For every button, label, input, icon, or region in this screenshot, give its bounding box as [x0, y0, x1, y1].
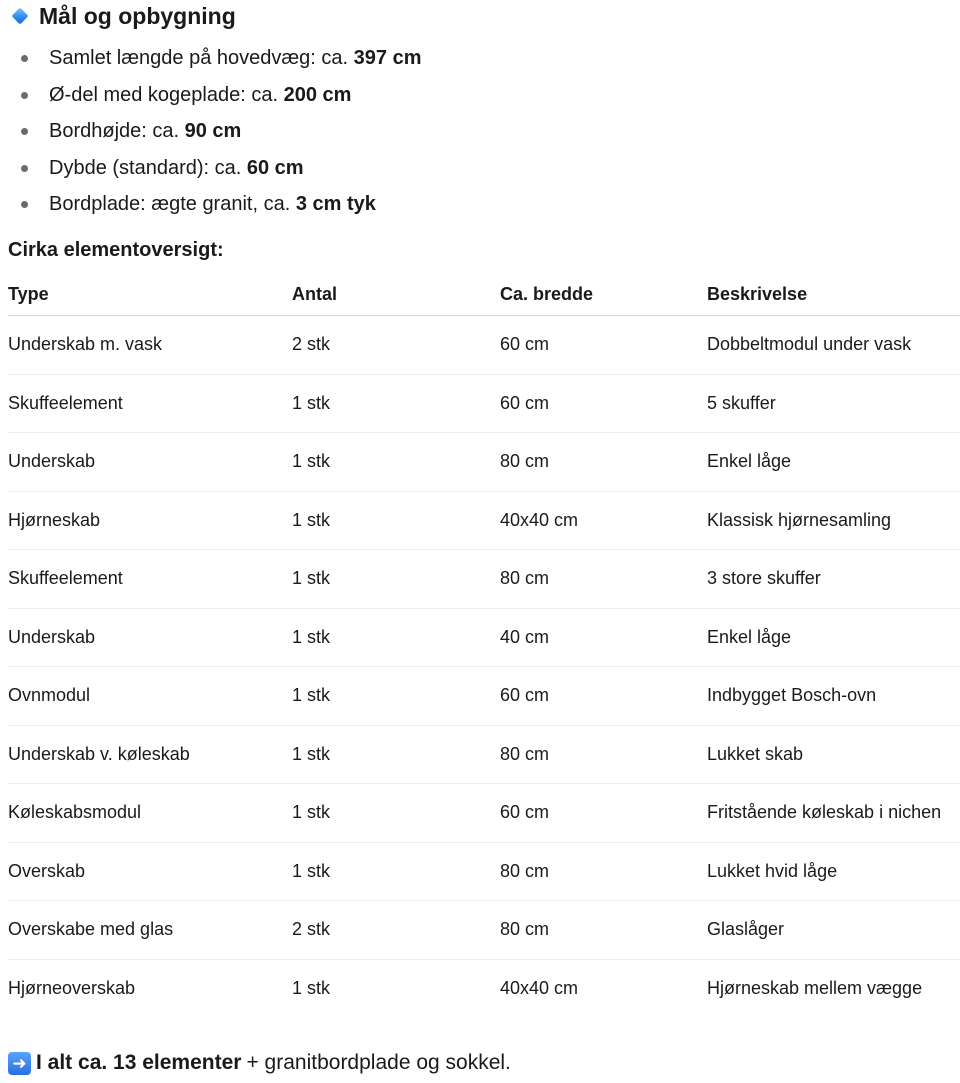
table-row [8, 667, 960, 726]
bullet-icon [21, 92, 28, 99]
cell-antal: 1 stk [292, 667, 500, 726]
bullet-icon [21, 165, 28, 172]
table-row [8, 842, 960, 901]
spec-value: 60 cm [246, 156, 304, 179]
list-item [0, 77, 421, 114]
list-item [0, 40, 421, 77]
cell-antal: 2 stk [292, 316, 500, 375]
spec-value: 200 cm [283, 83, 352, 106]
cell-type: Skuffeelement [8, 550, 292, 609]
table-row [8, 491, 960, 550]
cell-type: Overskab [8, 842, 292, 901]
section-heading [10, 0, 236, 32]
list-item [0, 150, 421, 187]
spec-value: 397 cm [353, 47, 422, 69]
cell-type: Underskab [8, 433, 292, 492]
cell-antal: 1 stk [292, 550, 500, 609]
table-row [8, 901, 960, 960]
cell-bredde: 60 cm [500, 784, 707, 843]
spec-text: Bordplade: ægte granit, ca. [49, 193, 296, 215]
table-body [8, 316, 960, 1018]
table-row [8, 433, 960, 492]
cell-antal: 1 stk [292, 977, 331, 998]
cell-bredde: 80 cm [500, 725, 707, 784]
blue-diamond-icon [12, 8, 29, 25]
cell-bredde: 40x40 cm [500, 977, 579, 998]
cell-type: Ovnmodul [8, 667, 292, 726]
cell-type: Underskab [8, 608, 292, 667]
cell-antal: 1 stk [292, 491, 500, 550]
cell-beskrivelse: 3 store skuffer [707, 550, 960, 609]
summary-text: + granitbordplade og sokkel. [246, 1051, 511, 1074]
cell-antal: 2 stk [292, 901, 500, 960]
cell-beskrivelse: Enkel låge [707, 608, 960, 667]
cell-beskrivelse: Fritstående køleskab i nichen [707, 784, 960, 843]
cell-bredde: 40 cm [500, 608, 707, 667]
table-row [8, 608, 960, 667]
cell-bredde: 40x40 cm [500, 491, 707, 550]
cell-type: Hjørneskab [8, 491, 292, 550]
heading-title: Mål og opbygning [39, 2, 236, 29]
bullet-icon [21, 201, 28, 208]
cell-type: Skuffeelement [8, 374, 292, 433]
table-row [8, 316, 960, 375]
cell-bredde: 80 cm [500, 901, 707, 960]
overview-title: Cirka elementoversigt: [8, 239, 224, 261]
spec-text: Bordhøjde: ca. [49, 120, 185, 142]
cell-bredde: 60 cm [500, 374, 707, 433]
table-row [8, 550, 960, 609]
spec-text: Dybde (standard): ca. [49, 156, 247, 179]
cell-bredde: 60 cm [500, 667, 707, 726]
cell-type: Overskabe med glas [8, 901, 292, 960]
summary-bold: I alt ca. 13 elementer [36, 1051, 242, 1074]
cell-beskrivelse: Klassisk hjørnesamling [707, 491, 960, 550]
spec-value: 3 cm tyk [295, 193, 376, 215]
table-row [8, 374, 960, 433]
cell-beskrivelse: Hjørneskab mellem vægge [707, 977, 923, 998]
elements-table [8, 274, 960, 1017]
column-header-type: Type [8, 274, 292, 316]
cell-antal: 1 stk [292, 433, 500, 492]
spec-value: 90 cm [184, 120, 242, 142]
cell-beskrivelse: 5 skuffer [707, 374, 960, 433]
spec-text: Samlet længde på hovedvæg: ca. [49, 47, 354, 69]
cell-bredde: 80 cm [500, 433, 707, 492]
cell-bredde: 80 cm [500, 842, 707, 901]
cell-antal: 1 stk [292, 374, 500, 433]
column-header-beskrivelse: Beskrivelse [707, 274, 960, 316]
cell-beskrivelse: Lukket hvid låge [707, 842, 960, 901]
cell-beskrivelse: Lukket skab [707, 725, 960, 784]
table-row [8, 725, 960, 784]
cell-antal: 1 stk [292, 725, 500, 784]
cell-beskrivelse: Glaslåger [707, 901, 960, 960]
cell-antal: 1 stk [292, 784, 500, 843]
bullet-icon [21, 128, 28, 135]
column-header-antal: Antal [292, 274, 500, 316]
list-item [0, 113, 421, 150]
table-header-row [8, 274, 960, 316]
right-arrow-icon: ➜ [8, 1052, 31, 1075]
cell-antal: 1 stk [292, 608, 500, 667]
spec-list [0, 40, 421, 223]
cell-type: Hjørneoverskab [8, 977, 136, 998]
table-row [8, 959, 960, 1017]
list-item [0, 186, 421, 223]
cell-beskrivelse: Enkel låge [707, 433, 960, 492]
cell-beskrivelse: Indbygget Bosch-ovn [707, 667, 960, 726]
cell-type: Underskab m. vask [8, 316, 292, 375]
summary-line [8, 1048, 511, 1078]
bullet-icon [21, 55, 28, 62]
cell-bredde: 60 cm [500, 316, 707, 375]
spec-text: Ø-del med kogeplade: ca. [49, 83, 284, 106]
cell-beskrivelse: Dobbeltmodul under vask [707, 316, 960, 375]
cell-type: Underskab v. køleskab [8, 725, 292, 784]
table-row [8, 784, 960, 843]
column-header-bredde: Ca. bredde [500, 274, 707, 316]
cell-bredde: 80 cm [500, 550, 707, 609]
cell-type: Køleskabsmodul [8, 784, 292, 843]
cell-antal: 1 stk [292, 842, 500, 901]
